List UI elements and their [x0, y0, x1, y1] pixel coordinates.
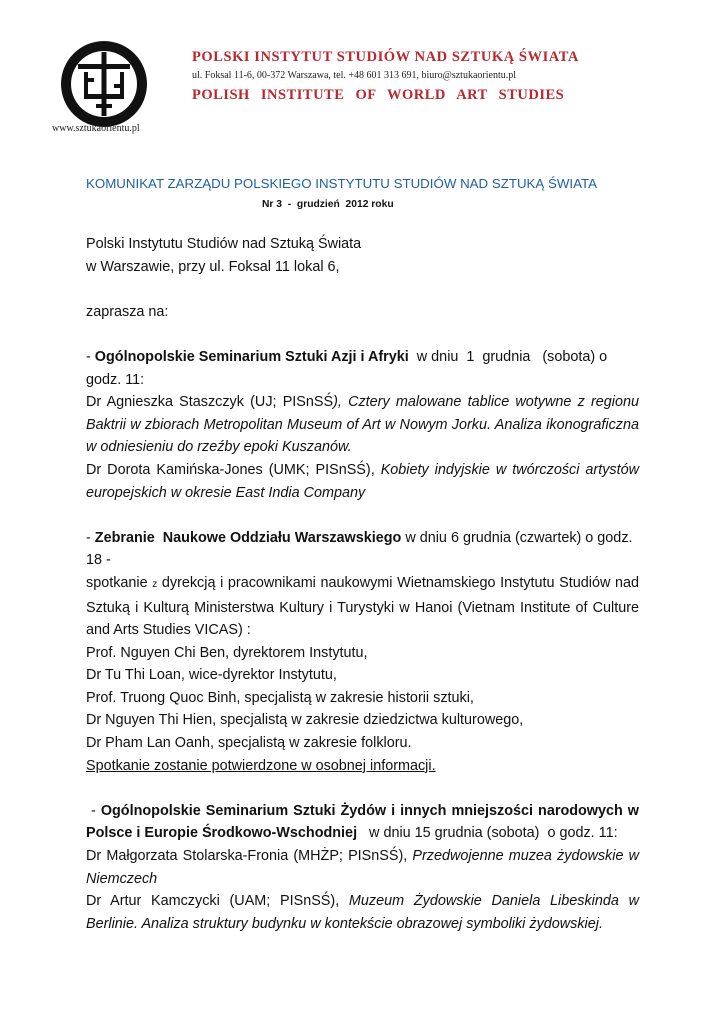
institute-name-en: POLISH INSTITUTE OF WORLD ART STUDIES — [192, 87, 565, 103]
event2-title: Zebranie Naukowe Oddziału Warszawskiego — [94, 529, 402, 546]
event3-s1-speaker: Dr Małgorzata Stolarska-Fronia (MHŻP; PISnSŚ), — [86, 848, 413, 865]
intro-line-2: w Warszawie, przy ul. Foksal 11 lokal 6, — [86, 258, 340, 275]
event2-desc-b: dyrekcją i pracownikami naukowymi Wietnamskiego Instytutu Studiów nad Sztuką i Kulturą Ministerstwa Kultury i Turystyki w Hanoi (Vietnam Institute of Culture and Arts Studies VICAS) : — [86, 574, 639, 639]
website-url: www.sztukaorientu.pl — [52, 123, 140, 134]
event1-s2-title: Kobiety indyjskie w twórczości artystów europejskich w okresie East India Company — [86, 461, 639, 501]
event1-talk-1 — [86, 391, 639, 459]
event2-when: w dniu 6 grudnia (czwartek) o godz. 18 - — [86, 529, 637, 569]
event1-s1-title: ), Cztery malowane tablice wotywne z regionu Baktrii w zbiorach Metropolitan Museum of Art w Nowym Jorku. Analiza ikonograficzna w odniesieniu do rzeźby epoki Kuszanów. — [86, 394, 639, 456]
event3-s2-title: Muzeum Żydowskie Daniela Libeskinda w Berlinie. Analiza struktury budynku w kontekście obrazowej symboliki żydowskiej. — [86, 893, 639, 932]
event1-s1-speaker: Dr Agnieszka Staszczyk (UJ; PISnSŚ — [86, 394, 334, 411]
event2-heading — [86, 527, 639, 572]
event2-prefix: - — [86, 529, 95, 546]
event1-when: w dniu 1 grudnia (sobota) o godz. 11: — [86, 348, 612, 388]
event3-talk-1 — [86, 845, 639, 890]
event2-desc-z: z — [152, 578, 158, 590]
communique-title: KOMUNIKAT ZARZĄDU POLSKIEGO INSTYTUTU STUDIÓW NAD SZTUKĄ ŚWIATA — [86, 176, 597, 191]
event3-prefix: - — [86, 802, 101, 819]
event2-note — [86, 755, 639, 778]
guest-item: Prof. Truong Quoc Binh, specjalistą w zakresie historii sztuki, — [86, 689, 474, 706]
event2-description — [86, 572, 639, 642]
event2-desc-a: spotkanie — [86, 574, 153, 591]
guest-item: Dr Tu Thi Loan, wice-dyrektor Instytutu, — [86, 667, 337, 684]
communique-number: Nr 3 - grudzień 2012 roku — [262, 199, 394, 210]
event3-title: Ogólnopolskie Seminarium Sztuki Żydów i innych mniejszości narodowych w Polsce i Europie Środkowo-Wschodniej — [86, 802, 643, 842]
institute-name-pl: POLSKI INSTYTUT STUDIÓW NAD SZTUKĄ ŚWIATA — [192, 49, 579, 65]
event1-title: Ogólnopolskie Seminarium Sztuki Azji i Afryki — [94, 348, 409, 365]
event1-s2-speaker: Dr Dorota Kamińska-Jones (UMK; PISnSŚ), — [86, 461, 381, 478]
intro-line-1: Polski Instytutu Studiów nad Sztuką Świata — [86, 236, 362, 252]
guest-item: Dr Nguyen Thi Hien, specjalistą w zakresie dziedzictwa kulturowego, — [86, 712, 524, 729]
institute-logo-icon — [58, 38, 150, 130]
event3-s2-speaker: Dr Artur Kamczycki (UAM; PISnSŚ), — [86, 893, 349, 910]
institute-address: ul. Foksal 11-6, 00-372 Warszawa, tel. +48 601 313 691, biuro@sztukaorientu.pl — [192, 70, 516, 81]
event1-prefix: - — [86, 348, 95, 365]
document-body — [86, 233, 643, 935]
event2-note-text: Spotkanie zostanie potwierdzone w osobnej informacji. — [86, 757, 436, 774]
event3-s1-title: Przedwojenne muzea żydowskie w Niemczech — [86, 848, 639, 887]
event1-talk-2 — [86, 459, 639, 504]
event3-when: w dniu 15 grudnia (sobota) o godz. 11: — [357, 825, 618, 842]
guest-item: Dr Pham Lan Oanh, specjalistą w zakresie folkloru. — [86, 735, 412, 752]
event3-talk-2 — [86, 890, 639, 935]
event1-heading — [86, 346, 639, 391]
intro-invite: zaprasza na: — [86, 303, 169, 320]
guest-item: Prof. Nguyen Chi Ben, dyrektorem Instytutu, — [86, 644, 368, 661]
event3-heading — [86, 800, 643, 845]
